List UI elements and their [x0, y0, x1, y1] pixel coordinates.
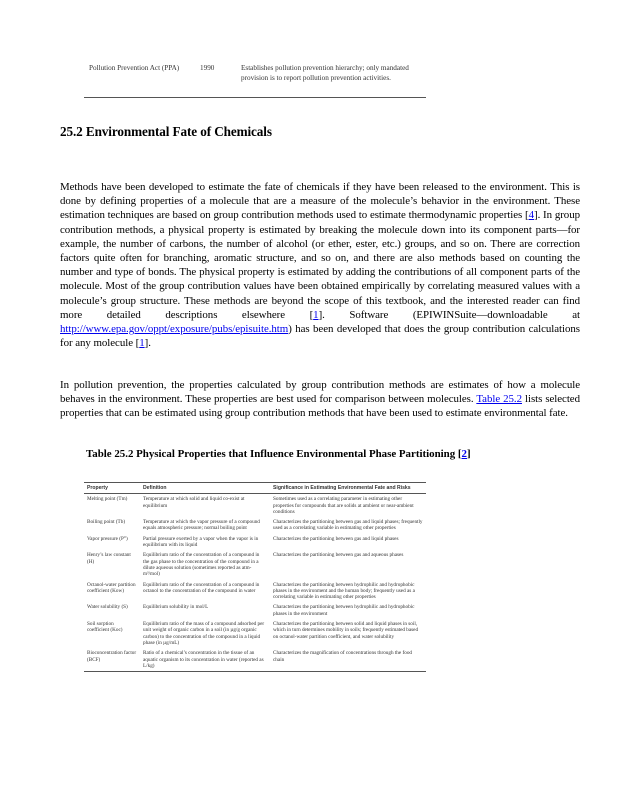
cell-significance: Characterizes the magnification of concentrations through the food chain	[270, 648, 426, 671]
cell-definition: Temperature at which the vapor pressure of a compound equals atmospheric pressure; normal boiling point	[143, 519, 260, 532]
cell-significance: Characterizes the partitioning between gas and liquid phases; frequently used as a correlating variable in estimating other properties	[273, 519, 423, 532]
reference-link-1b[interactable]: 1	[139, 337, 145, 350]
text-run: ) has been developed that does the group contribution calculations for any molecule [	[60, 323, 580, 350]
table-25-2-link[interactable]: Table 25.2	[476, 393, 522, 406]
text-run: In pollution prevention, the properties calculated by group contribution methods are estimates of how a molecule behaves in the environment. These properties are best used for comparison between molecules.	[60, 379, 580, 406]
text-run: ]. In group contribution methods, a physical property is estimated by breaking the molecule down into its component parts—for example, the number of carbons, the number of alcohol (or ether, ester, etc.) groups, and so on. There are correction factors quite often for branching, aromatic structure, and so on, and there are also methods based on counting the number and type of bonds. The physical property is estimated by adding the contributions of all component parts of the molecule. Most of the group contribution values have been obtained empirically by correlating measured values with a molecule’s group structure. These methods are beyond the scope of this textbook, and the interested reader can find more detailed descriptions elsewhere [	[60, 209, 580, 321]
table-row	[84, 494, 426, 517]
cell-property: Melting point (Tm)	[87, 496, 128, 503]
paragraph-pollution-prevention	[60, 378, 580, 421]
cell-property: Vapor pressure (P°)	[87, 535, 128, 542]
cell-property: Bioconcentration factor (BCF)	[84, 648, 140, 671]
text-run: ].	[144, 337, 151, 350]
cell-property: Octanol-water partition coefficient (Kow)	[87, 581, 136, 594]
act-name: Pollution Prevention Act (PPA)	[89, 64, 180, 72]
cell-significance: Characterizes the partitioning between gas and liquid phases	[273, 535, 399, 542]
cell-definition: Equilibrium ratio of the mass of a compound adsorbed per unit weight of organic carbon in a soil (in µg/g organic carbon) to the concentration of the compound in a liquid phase (in µg/mL)	[143, 621, 265, 646]
cell-property: Water solubility (S)	[87, 604, 128, 611]
caption-close: ]	[466, 448, 471, 460]
table-row	[84, 619, 426, 648]
act-description: Establishes pollution prevention hierarchy; only mandated provision is to report pollution prevention activities.	[241, 64, 409, 82]
table-caption	[86, 448, 471, 460]
table-row	[84, 534, 426, 551]
reference-link-1[interactable]: 1	[313, 308, 319, 321]
reference-link-2[interactable]: 2	[461, 448, 467, 460]
text-run: Methods have been developed to estimate the fate of chemicals if they have been released to the environment. This is done by defining properties of a molecule that are a measure of the molecule’s behavior in the environment. These estimation techniques are based on group contribution methods used to estimate thermodynamic properties [	[60, 181, 580, 222]
section-heading: 25.2 Environmental Fate of Chemicals	[60, 124, 272, 139]
header-definition: Definition	[140, 483, 270, 494]
table-row	[84, 550, 426, 579]
cell-definition: Equilibrium solubility in mol/L	[143, 604, 209, 611]
text-run: ]. Software (EPIWINSuite—downloadable at	[318, 308, 580, 321]
cell-property: Boiling point (Tb)	[87, 519, 126, 526]
table-row	[84, 602, 426, 619]
paragraph-methods	[60, 180, 580, 350]
table-row	[84, 580, 426, 603]
reference-link-4[interactable]: 4	[528, 209, 534, 222]
table-header-row	[84, 483, 426, 494]
epa-episuite-link[interactable]: http://www.epa.gov/oppt/exposure/pubs/episuite.htm	[60, 323, 289, 336]
cell-definition: Equilibrium ratio of the concentration of a compound in the gas phase to the concentration of the compound in a dilute aqueous solution (sometimes reported as atm-m³/mol)	[143, 552, 260, 578]
regulation-table-fragment	[84, 57, 426, 98]
text-run: lists selected properties that can be estimated using group contribution methods that have been used to estimate environmental fate.	[60, 393, 580, 420]
table-row	[84, 517, 426, 534]
physical-properties-table	[84, 482, 426, 714]
caption-text: Table 25.2 Physical Properties that Influence Environmental Phase Partitioning [	[86, 448, 462, 460]
cell-significance: Characterizes the partitioning between hydrophilic and hydrophobic phases in the environment and the human body; frequently used as a correlating variable in estimating other properties	[273, 581, 415, 601]
table-row	[84, 648, 426, 671]
cell-property: Soil sorption coefficient (Koc)	[87, 621, 123, 634]
cell-significance: Characterizes the partitioning between hydrophilic and hydrophobic phases in the environment	[273, 604, 415, 617]
cell-significance: Characterizes the partitioning between gas and aqueous phases	[273, 552, 404, 559]
cell-property: Henry’s law constant (H)	[87, 552, 131, 565]
cell-significance: Characterizes the partitioning between solid and liquid phases in soil, which in turn determines mobility in soils; frequently estimated based on octanol-water partition coefficient, and water solubility	[273, 621, 419, 640]
cell-definition: Temperature at which solid and liquid co-exist at equilibrium	[143, 496, 245, 509]
cell-definition: Equilibrium ratio of the concentration of a compound in octanol to the concentration of the compound in water	[143, 581, 260, 594]
header-significance: Significance in Estimating Environmental Fate and Risks	[270, 483, 426, 494]
act-year: 1990	[200, 64, 215, 72]
header-property: Property	[84, 483, 140, 494]
cell-significance: Sometimes used as a correlating parameter in estimating other properties for compounds that are solids at ambient or near-ambient conditions	[273, 496, 414, 515]
cell-definition: Ratio of a chemical’s concentration in the tissue of an aquatic organism to its concentration in water (reported as L/kg)	[140, 648, 270, 671]
cell-definition: Partial pressure exerted by a vapor when the vapor is in equilibrium with its liquid	[143, 535, 259, 549]
